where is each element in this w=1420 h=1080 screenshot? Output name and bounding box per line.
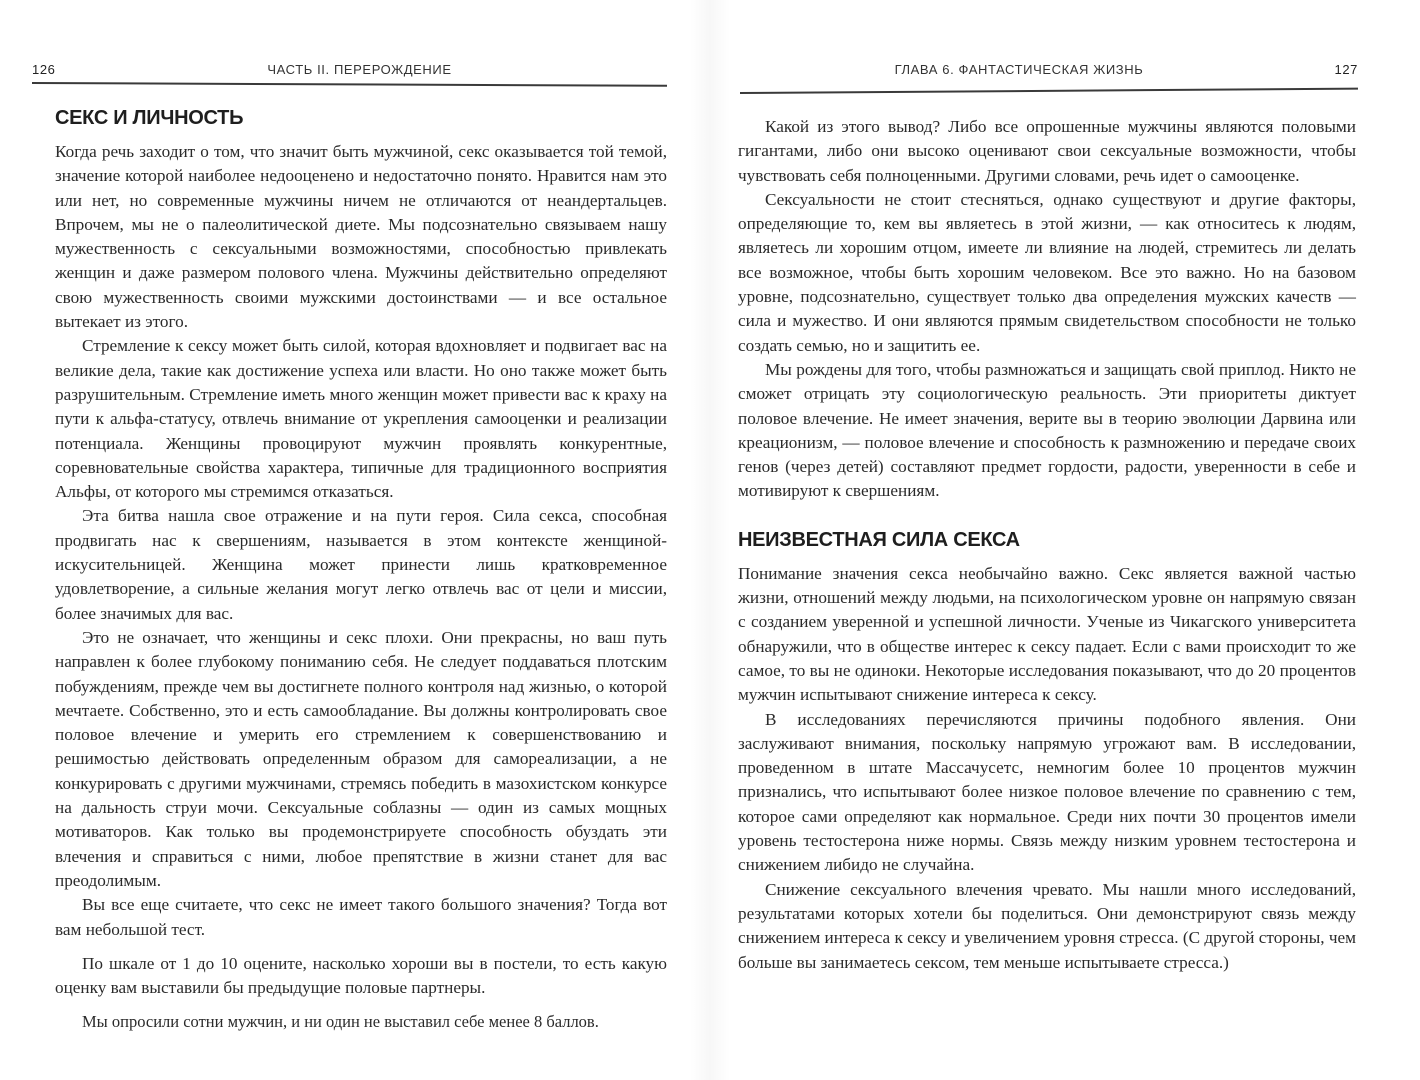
left-running-head — [32, 62, 667, 82]
test-answer: Мы опросили сотни мужчин, и ни один не выставил себе менее 8 баллов. — [82, 1012, 599, 1032]
paragraph: Эта битва нашла свое отражение и на пути героя. Сила секса, способная продвигать нас к свершениям, называется в этом контексте женщиной-искусительницей. Женщина может принести лишь кратковременное удовлетворение, а сильные желания могут легко отвлечь вас от цели и миссии, более значимых для вас. — [55, 506, 667, 623]
section-heading: НЕИЗВЕСТНАЯ СИЛА СЕКСА — [738, 528, 1020, 551]
paragraph: Снижение сексуального влечения чревато. Мы нашли много исследований, результатами которых хотели бы поделиться. Они демонстрируют связь между снижением интереса к сексу и увеличением уровня стресса. (С другой стороны, чем больше вы занимаетесь сексом, тем меньше испытываете стресса.) — [738, 879, 1356, 972]
paragraph: Вы все еще считаете, что секс не имеет такого большого значения? Тогда вот вам небольшой тест. — [55, 895, 667, 939]
right-page — [710, 0, 1420, 1080]
part-title: ЧАСТЬ II. ПЕРЕРОЖДЕНИЕ — [267, 62, 452, 77]
paragraph: В исследованиях перечисляются причины подобного явления. Они заслуживают внимания, поскольку напрямую угрожают вам. В исследовании, проведенном в штате Массачусетс, немногим более 10 процентов мужчин признались, что испытывают более низкое половое влечение по сравнению с тем, которое сами определяют как нормальное. Среди них почти 30 процентов имели уровень тестостерона ниже нормы. Связь между низким уровнем тестостерона и снижением либидо не случайна. — [738, 709, 1356, 875]
header-rule — [740, 88, 1358, 94]
paragraph: Мы рождены для того, чтобы размножаться и защищать свой приплод. Никто не сможет отрицать эту социологическую реальность. Эти приоритеты диктует половое влечение. Не имеет значения, верите вы в теорию эволюции Дарвина или креационизм, — половое влечение и способность к размножению и передаче своих генов (через детей) составляют предмет гордости, радости, уверенности в себе и мотивируют к свершениям. — [738, 359, 1356, 501]
right-page-body — [738, 115, 1356, 975]
paragraph: Когда речь заходит о том, что значит быть мужчиной, секс оказывается той темой, значение которой наиболее недооценено и недостаточно понято. Нравится нам это или нет, но современные мужчины ничем не отличаются от неандертальцев. Впрочем, мы не о палеолитической диете. Мы подсознательно связываем нашу мужественность с сексуальными возможностями, способностью привлекать женщин и даже размером полового члена. Мужчины действительно определяют свою мужественность своими мужскими достоинствами — и все остальное вытекает из этого. — [55, 142, 667, 332]
header-rule — [32, 82, 667, 86]
paragraph: Какой из этого вывод? Либо все опрошенные мужчины являются половыми гигантами, либо они высоко оценивают свои сексуальные возможности, чтобы чувствовать себя полноценными. Другими словами, речь идет о самооценке. — [738, 117, 1356, 185]
test-question: По шкале от 1 до 10 оцените, насколько хороши вы в постели, то есть какую оценку вам выставили бы предыдущие половые партнеры. — [55, 953, 667, 998]
page-number: 127 — [1334, 62, 1358, 77]
paragraph: Это не означает, что женщины и секс плохи. Они прекрасны, но ваш путь направлен к более глубокому пониманию себя. Не следует поддаваться плотским побуждениям, прежде чем вы достигнете полного контроля над жизнью, о которой мечтаете. Собственно, это и есть самообладание. Вы должны контролировать свое половое влечение и умерить его стремлением к совершенствованию и решимостью действовать определенным образом для самореализации, а не конкурировать с другими мужчинами, стремясь победить в мазохистском конкурсе на дальность струи мочи. Сексуальные соблазны — один из самых мощных мотиваторов. Как только вы продемонстрируете способность обуздать эти влечения и справиться с ними, любое препятствие в жизни станет для вас преодолимым. — [55, 627, 667, 890]
chapter-title: ГЛАВА 6. ФАНТАСТИЧЕСКАЯ ЖИЗНЬ — [894, 62, 1144, 77]
right-running-head — [740, 62, 1358, 82]
paragraph: Сексуальности не стоит стесняться, однако существуют и другие факторы, определяющие то, кем вы являетесь в этой жизни, — как относитесь к людям, являетесь ли хорошим отцом, имеете ли влияние на людей, стремитесь ли делать все возможное, чтобы быть хорошим человеком. Все это важно. Но на базовом уровне, подсознательно, существует только два определения мужских качеств — сила и мужество. И они являются прямым свидетельством способности не только создать семью, но и защитить ее. — [738, 189, 1356, 355]
section-heading: СЕКС И ЛИЧНОСТЬ — [55, 107, 244, 129]
paragraph: Понимание значения секса необычайно важно. Секс является важной частью жизни, отношений между людьми, на психологическом уровне он напрямую связан с созданием уверенной и успешной личности. Ученые из Чикагского университета обнаружили, что в обществе интерес к сексу падает. Если с вами происходит то же самое, то вы не одиноки. Некоторые исследования показывают, что до 20 процентов мужчин испытывают снижение интереса к сексу. — [738, 563, 1356, 705]
paragraph: Стремление к сексу может быть силой, которая вдохновляет и подвигает вас на великие дела, такие как достижение успеха или власти. Но оно также может быть разрушительным. Стремление иметь много женщин может привести вас к краху на пути к альфа-статусу, отвлечь внимание от укрепления самооценки и реализации потенциала. Женщины провоцируют мужчин проявлять конкурентные, соревновательные свойства характера, типичные для традиционного восприятия Альфы, от которого мы стремимся отказаться. — [55, 336, 667, 502]
left-page-body — [55, 104, 667, 1035]
page-number: 126 — [32, 62, 56, 77]
